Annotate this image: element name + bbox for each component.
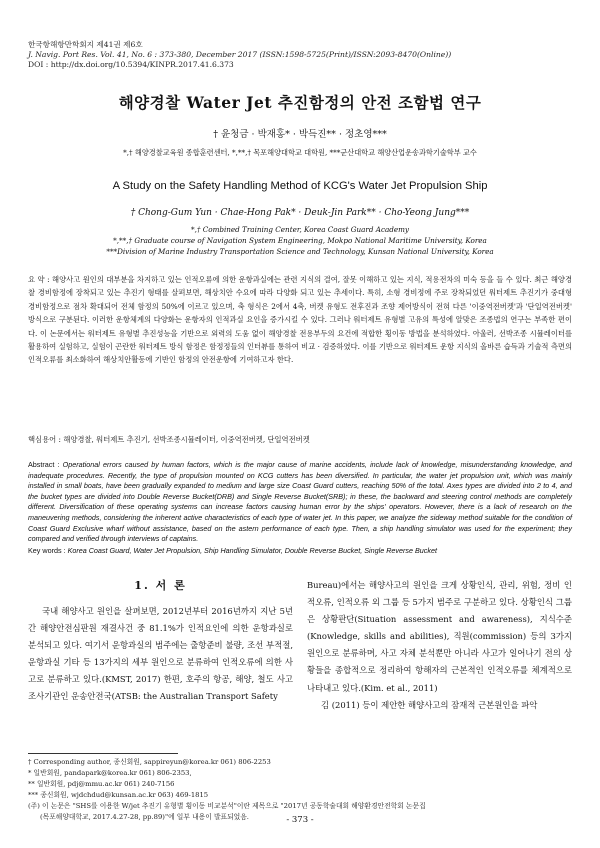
paper-title-english: A Study on the Safety Handling Method of KCG's Water Jet Propulsion Ship — [112, 180, 488, 192]
paper-title-korean: 해양경찰 Water Jet 추진함정의 안전 조함법 연구 — [118, 93, 482, 112]
body-paragraph: 국내 해양사고 원인을 살펴보면, 2012년부터 2016년까지 지난 5년간 해양안전심판원 재결사건 중 81.1%가 인적요인에 의한 운항과실로 분석되고 있다. 여기서 운항과실의 범주에는 출항준비 불량, 조선 부적절, 운항과실 기타 등 13가지의 세부 원인으로 분류하여 인적오류에 의한 사고로 분류하고 있다.(KMST, 2017) 한편, 호주의 항공, 해양, 철도 사고 조사기관인 운송안전국(ATSB: the Australian Transport Safety — [28, 606, 293, 702]
footnote-divider — [28, 753, 178, 754]
body-paragraph: Bureau)에서는 해양사고의 원인을 크게 상황인식, 관리, 위험, 정비 인적오류, 인적오류 외 그룹 등 5가지 범주로 구분하고 있다. 상황인식 그룹은 상황판단(Situation assessment and awareness), 지식수준(Knowledge, skills and abilities), 직원(commission) 등의 3가지 원인으로 분류하며, 사고 자체 분석뿐만 아니라 사고가 일어나기 전의 상황들을 종합적으로 정리하여 항해자의 근본적인 인적오류를 체계적으로 나타내고 있다.(Kim. et al., 2011) — [307, 580, 572, 693]
doi-line[interactable]: DOI : http://dx.doi.org/10.5394/KINPR.2017.41.6.373 — [28, 60, 234, 69]
footnote-author-3: *** 종신회원, wjdchdud@kunsan.ac.kr 063) 469-1815 — [28, 790, 209, 799]
keywords-korean-text: 해양경찰, 워터제트 추진기, 선박조종시뮬레이터, 이중역전버켓, 단일역전버켓 — [63, 435, 310, 444]
journal-citation: J. Navig. Port Res. Vol. 41, No. 6 : 373-380, December 2017 (ISSN:1598-5725(Print)/ISSN:2093-8470(Online)) — [28, 50, 452, 59]
page-number: - 373 - — [286, 815, 314, 825]
footnote-corresponding: † Corresponding author, 종신회원, sappireyun@korea.kr 061) 806-2253 — [28, 758, 271, 766]
journal-name: 한국항해항만학회지 제41권 제6호 — [28, 40, 143, 49]
authors-korean: † 윤청금 · 박재홍* · 박득진** · 정초영*** — [213, 129, 387, 140]
body-left-column — [28, 603, 293, 706]
keywords-english-label: Key words : — [28, 546, 66, 555]
keywords-english-text: Korea Coast Guard, Water Jet Propulsion, Ship Handling Simulator, Double Reverse Bucket, Single Reverse Bucket — [67, 546, 437, 555]
abstract-english — [28, 460, 572, 545]
affiliation-en-3: ***Division of Marine Industry Transportation Science and Technology, Kunsan National University, Korea — [106, 247, 494, 257]
footnote-author-2: ** 일반회원, pdj@mmu.ac.kr 061) 240-7156 — [28, 779, 175, 788]
affiliations-english — [0, 224, 600, 258]
affiliations-korean: *,† 해양경찰교육원 종합훈련센터, *,**,† 목포해양대학교 대학원, ***군산대학교 해양산업운송과학기술학부 교수 — [123, 148, 477, 157]
footnote-note-cont: (목포해양대학교, 2017.4.27-28, pp.89)"에 일부 내용이 발표되었음. — [40, 812, 249, 821]
section-heading-introduction: 1. 서 론 — [134, 579, 187, 592]
keywords-korean-label: 핵심용어 : — [28, 435, 61, 444]
abstract-english-label: Abstract : — [28, 460, 60, 469]
abstract-english-text: Operational errors caused by human factors, which is the major cause of marine accidents, include lack of knowledge, misunderstanding knowledge, and inadequate procedures. Recently, the type of propulsion mounted on KCG cutters has been diversified. In particular, the water jet propulsion unit, which was mainly installed in small boats, have been gradually expanded to medium and large size Coast Guard cutters, reaching 50% of the total. Axes types are divided into 2 to 4, and the bucket types are divided into Double Reverse Bucket(DRB) and Single Reverse Bucket(SRB); in these, the backward and steering control methods are completely different. Diversification of these operating systems can increase factors causing human error by the ships' operators. However, there is a lack of research on the maneuvering methods, considering the inherent active characteristics of each type of water jet. In this paper, we analyze the sideway method suitable for the condition of Coast Guard Exclusive wharf without assistance, based on the astern performance of each type. Then, a ship handling simulator was used for the experiment; they compared and verified through interviews of captains. — [28, 460, 572, 544]
body-paragraph: 김 (2011) 등이 제안한 해양사고의 잠재적 근본원인을 파악 — [321, 699, 538, 710]
authors-english: † Chong-Gum Yun · Chae-Hong Pak* · Deuk-Jin Park** · Cho-Yeong Jung*** — [130, 208, 470, 218]
abstract-korean-label: 요 약 : — [28, 275, 50, 284]
keywords-english — [28, 546, 572, 555]
affiliation-en-2: *,**,† Graduate course of Navigation System Engineering, Mokpo National Maritime University, Korea — [113, 236, 487, 246]
footnotes — [28, 757, 572, 822]
affiliation-en-1: *,† Combined Training Center, Korea Coast Guard Academy — [190, 225, 409, 234]
abstract-korean — [28, 273, 572, 367]
abstract-korean-text: 해양사고 원인의 대부분을 차지하고 있는 인적오류에 의한 운항과실에는 관련 지식의 결여, 잘못 이해하고 있는 지식, 적용전차의 미숙 등을 들 수 있다. 최근 해양경찰 경비함정에 장착되고 있는 추진기 형태를 살펴보면, 해상치안 수요에 따라 다양화 되고 있는 추세이다. 특히, 소형 경비정에 주로 장착되었던 워터제트 추진기가 중대형 경비함정으로 점차 확대되어 전체 함정의 50%에 이르고 있으며, 축 형식은 2에서 4축, 버켓 유형도 전후진과 조향 제어방식이 전혀 다른 '이중역전버켓'과 '단일역전버켓' 방식으로 구분된다. 이러한 운항체계의 다양화는 운항자의 인적과실 요인을 증가시킬 수 있다. 그러나 워터제트 유형별 고유의 특성에 알맞은 조종법의 연구는 부족한 편이다. 이 논문에서는 워터제트 유형별 추진성능을 기반으로 외력의 도움 없이 해양경찰 전용부두의 요건에 적합한 횡이동 방법을 분석하였다. 아울러, 선박조종 시뮬레이터를 활용하여 실험하고, 실험이 곤란한 워터제트 방식 함정은 함정정들의 인터뷰를 통하여 비교 · 검증하였다. 이를 기반으로 워터제트 운항 지식의 올바른 습득과 기술적 측면의 인적오류를 최소화하여 해상치안활동에 기반인 함정의 안전운항에 기여하고자 한다. — [28, 275, 572, 365]
body-right-column — [307, 577, 572, 714]
footnote-note: (주) 이 논문은 "SHS를 이용한 W/jet 추진기 유형별 횡이동 비교분석"이란 제목으로 "2017년 공동학술대회 해양환경안전학회 논문집 — [28, 801, 426, 810]
footnote-author-1: * 일반회원, pandapark@korea.kr 061) 806-2353, — [28, 768, 192, 777]
keywords-korean — [28, 435, 572, 445]
